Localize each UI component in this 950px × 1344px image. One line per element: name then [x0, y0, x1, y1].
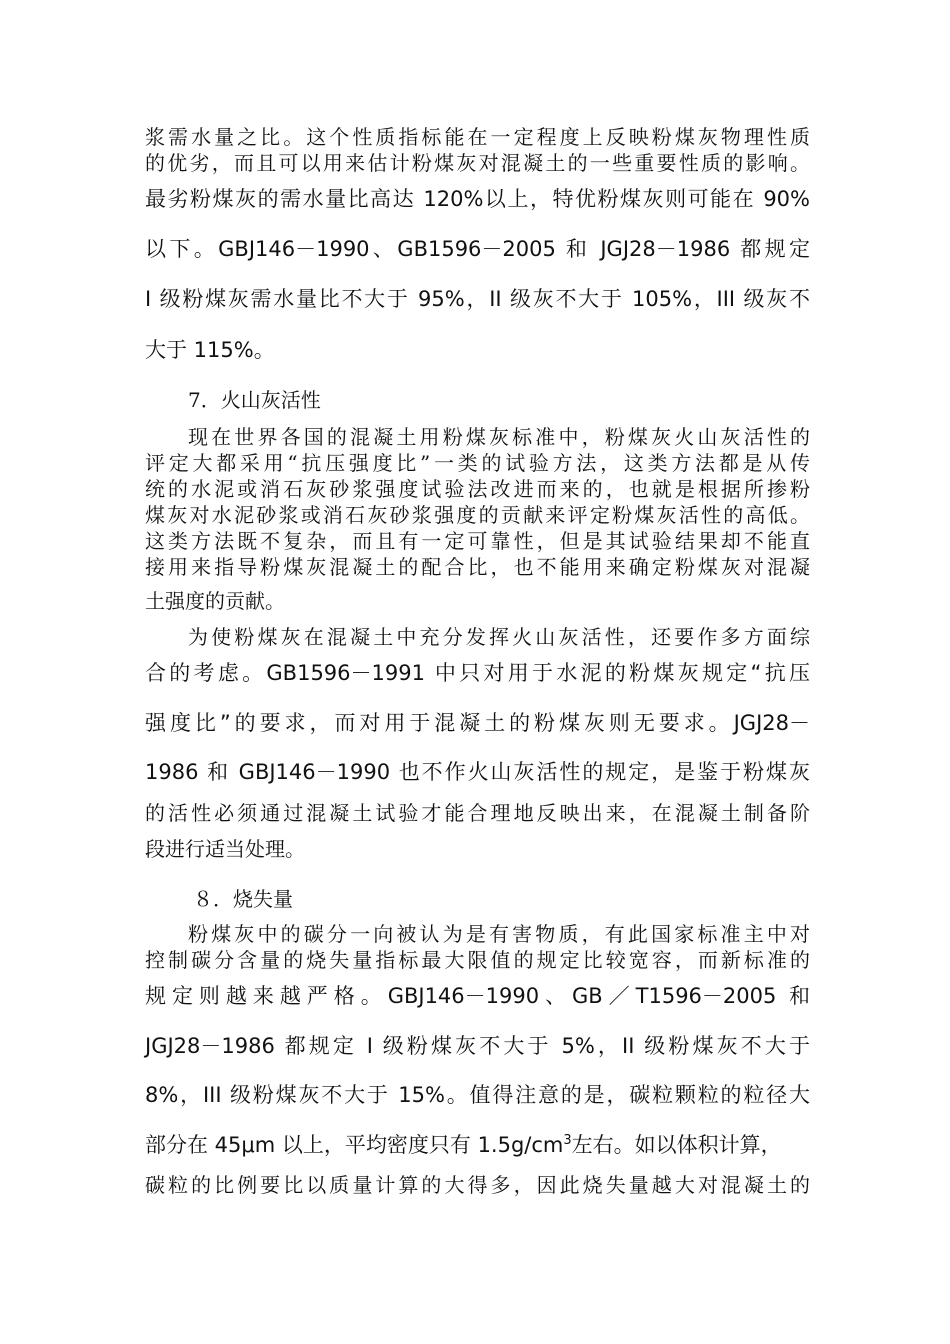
text-line: 8%，III 级粉煤灰不大于 15%。值得注意的是，碳粒颗粒的粒径大	[145, 1083, 810, 1107]
text-line: 规定则越来越严格。GBJ146－1990、GB／T1596－2005 和	[145, 984, 810, 1008]
text-line: 评定大都采用“抗压强度比”一类的试验方法，这类方法都是从传	[145, 451, 810, 475]
text-line: 煤灰对水泥砂浆或消石灰砂浆强度的贡献来评定粉煤灰活性的高低。	[145, 503, 810, 527]
text-line: 统的水泥或消石灰砂浆强度试验法改进而来的，也就是根据所掺粉	[145, 477, 810, 501]
text-line: 合的考虑。GB1596－1991 中只对用于水泥的粉煤灰规定“抗压	[145, 661, 810, 685]
text-line: 的优劣，而且可以用来估计粉煤灰对混凝土的一些重要性质的影响。	[145, 151, 810, 175]
text-line: 的活性必须通过混凝土试验才能合理地反映出来，在混凝土制备阶	[145, 801, 810, 825]
text-line: 粉煤灰中的碳分一向被认为是有害物质，有此国家标准主中对	[188, 922, 810, 946]
text-line: JGJ28－1986 都规定 I 级粉煤灰不大于 5%，II 级粉煤灰不大于	[145, 1034, 810, 1058]
text-line: 为使粉煤灰在混凝土中充分发挥火山灰活性，还要作多方面综	[188, 625, 810, 649]
section-heading: 7．火山灰活性	[188, 388, 321, 412]
text-line: 接用来指导粉煤灰混凝土的配合比，也不能用来确定粉煤灰对混凝	[145, 555, 810, 579]
text-line: 大于 115%。	[145, 338, 275, 362]
text-line: I 级粉煤灰需水量比不大于 95%，II 级灰不大于 105%，III 级灰不	[145, 287, 810, 311]
text-line: 最劣粉煤灰的需水量比高达 120%以上，特优粉煤灰则可能在 90%	[145, 187, 810, 211]
section-heading: ８．烧失量	[193, 887, 293, 911]
text-line: 1986 和 GBJ146－1990 也不作火山灰活性的规定，是鉴于粉煤灰	[145, 760, 810, 784]
text-segment: 左右。如以体积计算，	[571, 1133, 782, 1157]
text-line: 控制碳分含量的烧失量指标最大限值的规定比较宽容，而新标准的	[145, 948, 810, 972]
text-line: 碳粒的比例要比以质量计算的大得多，因此烧失量越大对混凝土的	[145, 1173, 810, 1197]
text-line: 这类方法既不复杂，而且有一定可靠性，但是其试验结果却不能直	[145, 529, 810, 553]
text-line: 段进行适当处理。	[145, 837, 305, 861]
text-line	[145, 1132, 782, 1158]
superscript: 3	[563, 1133, 572, 1148]
text-segment: 部分在 45μm 以上，平均密度只有 1.5g/cm	[145, 1133, 564, 1157]
text-line: 现在世界各国的混凝土用粉煤灰标准中，粉煤灰火山灰活性的	[188, 425, 810, 449]
text-line: 以下。GBJ146－1990、GB1596－2005 和 JGJ28－1986 都规定	[145, 237, 810, 261]
text-line: 强度比”的要求，而对用于混凝土的粉煤灰则无要求。JGJ28－	[145, 711, 810, 735]
text-line: 土强度的贡献。	[145, 589, 285, 613]
text-line: 浆需水量之比。这个性质指标能在一定程度上反映粉煤灰物理性质	[145, 125, 810, 149]
